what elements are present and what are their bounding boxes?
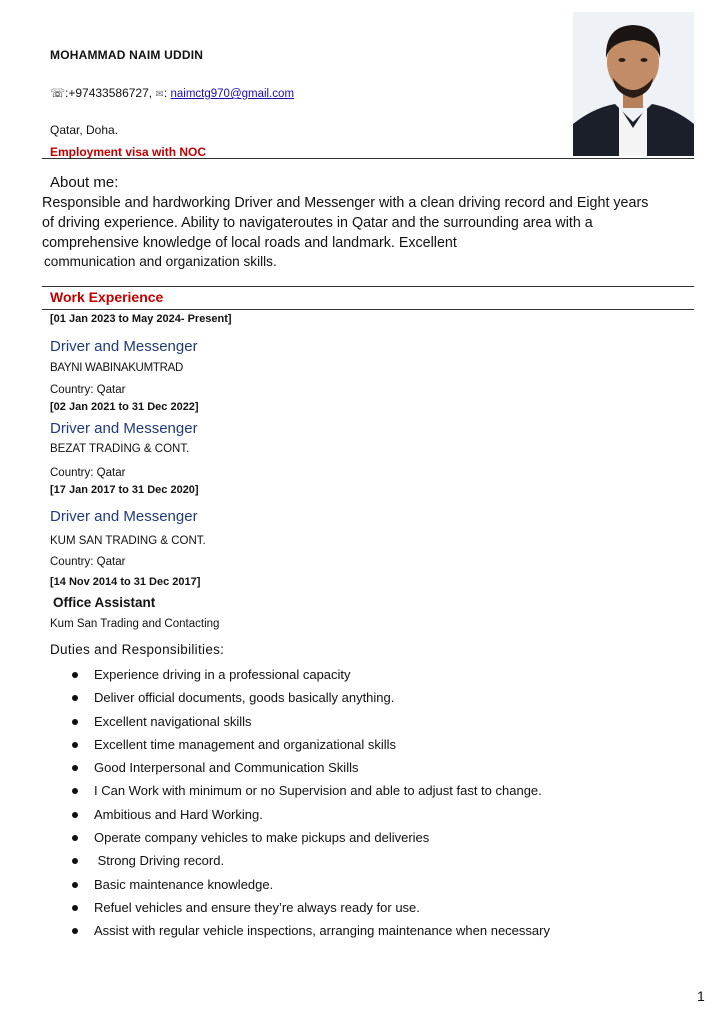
about-line: comprehensive knowledge of local roads and landmark. Excellent [42, 235, 457, 251]
duty-item [50, 898, 690, 921]
bullet-icon [72, 835, 78, 841]
bullet-icon [72, 695, 78, 701]
duty-text: Excellent time management and organizational skills [94, 736, 397, 752]
duty-item [50, 805, 690, 828]
duty-text: I Can Work with minimum or no Supervision and able to adjust fast to change. [94, 783, 542, 799]
about-paragraph [42, 193, 702, 270]
job-company: BAYNI WABINAKUMTRAD [50, 362, 183, 374]
duty-text: Operate company vehicles to make pickups and deliveries [94, 830, 430, 846]
duty-item [50, 921, 690, 944]
location-text: Qatar, Doha. [50, 123, 119, 137]
duty-item [50, 688, 690, 711]
duty-item [50, 781, 690, 804]
job-country: Country: Qatar [50, 467, 126, 479]
bullet-icon [72, 765, 78, 771]
duty-text: Good Interpersonal and Communication Skills [94, 760, 359, 776]
duty-item [50, 665, 690, 688]
about-heading: About me: [50, 174, 119, 191]
envelope-icon: ✉ [155, 89, 164, 100]
job-date: [01 Jan 2023 to May 2024- Present] [50, 313, 232, 325]
phone-text: :+97433586727, [65, 86, 156, 100]
duty-item [50, 851, 690, 874]
bullet-icon [72, 719, 78, 725]
job-title: Office Assistant [53, 595, 156, 610]
bullet-icon [72, 788, 78, 794]
job-date: [14 Nov 2014 to 31 Dec 2017] [50, 576, 201, 588]
duty-text: Deliver official documents, goods basically anything. [94, 690, 395, 706]
job-title: Driver and Messenger [50, 420, 198, 437]
bullet-icon [72, 905, 78, 911]
bullet-icon [72, 882, 78, 888]
duty-text: Strong Driving record. [94, 853, 225, 869]
header-divider [42, 158, 694, 159]
duty-item [50, 875, 690, 898]
duty-item [50, 758, 690, 781]
job-country: Country: Qatar [50, 384, 126, 396]
job-title: Driver and Messenger [50, 508, 198, 525]
job-company: Kum San Trading and Contacting [50, 618, 220, 630]
duties-list [50, 665, 690, 945]
page-number: 1 [697, 988, 705, 1004]
job-date: [17 Jan 2017 to 31 Dec 2020] [50, 484, 199, 496]
bullet-icon [72, 858, 78, 864]
bullet-icon [72, 812, 78, 818]
duty-text: Ambitious and Hard Working. [94, 806, 263, 822]
duty-text: Basic maintenance knowledge. [94, 876, 274, 892]
duty-text: Assist with regular vehicle inspections, arranging maintenance when necessary [94, 923, 550, 939]
duty-text: Excellent navigational skills [94, 713, 252, 729]
section-divider-top [42, 286, 694, 287]
job-date: [02 Jan 2021 to 31 Dec 2022] [50, 401, 199, 413]
visa-status: Employment visa with NOC [50, 145, 207, 159]
email-label-colon: : [163, 86, 171, 100]
duties-heading: Duties and Responsibilities: [50, 642, 225, 657]
email-link[interactable]: naimctg970@gmail.com [170, 88, 295, 100]
section-divider-bottom [42, 309, 694, 310]
duty-item [50, 712, 690, 735]
candidate-name: MOHAMMAD NAIM UDDIN [50, 48, 204, 62]
duty-item [50, 735, 690, 758]
profile-photo [573, 12, 694, 156]
bullet-icon [72, 672, 78, 678]
about-line: communication and organization skills. [44, 254, 277, 269]
phone-icon: ☏ [50, 86, 66, 100]
job-company: KUM SAN TRADING & CONT. [50, 535, 206, 547]
about-line: of driving experience. Ability to navigateroutes in Qatar and the surrounding area with a [42, 215, 593, 231]
job-country: Country: Qatar [50, 556, 126, 568]
bullet-icon [72, 928, 78, 934]
job-title: Driver and Messenger [50, 338, 198, 355]
bullet-icon [72, 742, 78, 748]
job-company: BEZAT TRADING & CONT. [50, 443, 190, 455]
duty-item [50, 828, 690, 851]
work-experience-heading: Work Experience [50, 289, 164, 305]
duty-text: Refuel vehicles and ensure they’re always ready for use. [94, 899, 420, 915]
contact-line [50, 86, 294, 100]
about-line: Responsible and hardworking Driver and Messenger with a clean driving record and Eight years [42, 195, 649, 211]
duty-text: Experience driving in a professional capacity [94, 667, 351, 682]
